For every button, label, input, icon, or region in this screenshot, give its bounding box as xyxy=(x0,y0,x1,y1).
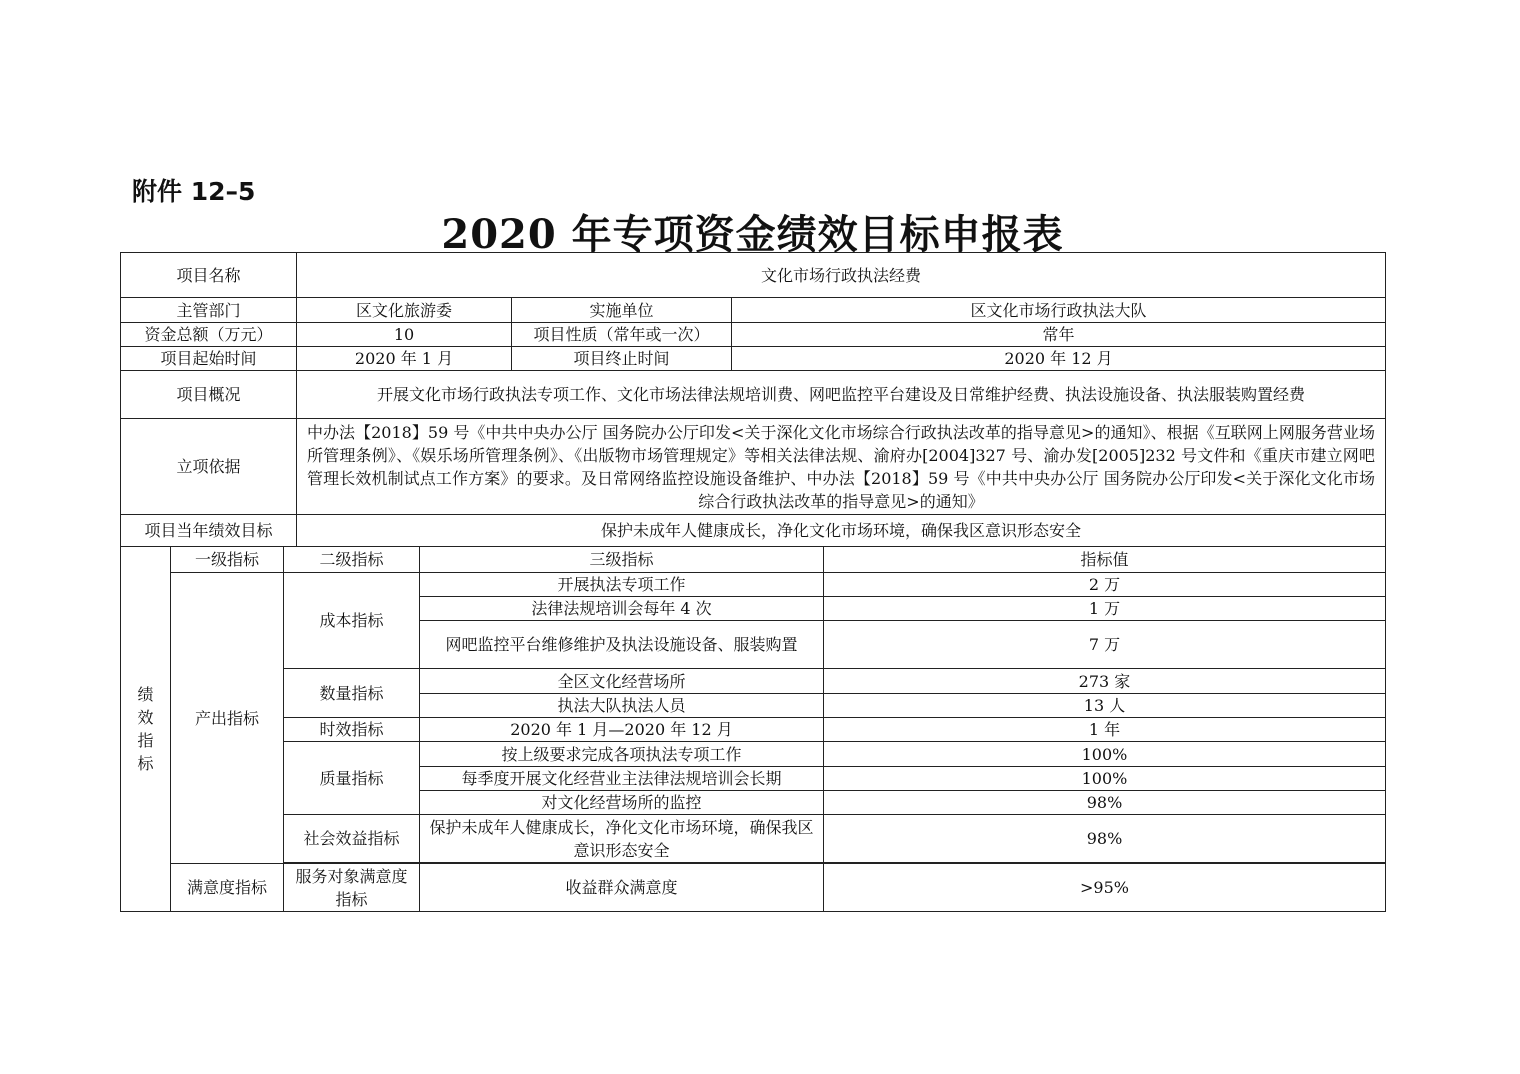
satisfaction-indicator-label: 满意度指标 xyxy=(171,864,284,912)
start-value: 2020 年 1 月 xyxy=(297,347,512,371)
table-row xyxy=(121,253,1386,298)
header-value: 指标值 xyxy=(824,547,1386,573)
dept-label: 主管部门 xyxy=(121,298,297,323)
indicator-value: 273 家 xyxy=(824,669,1386,694)
indicator-value: 100% xyxy=(824,742,1386,767)
dept-value: 区文化旅游委 xyxy=(297,298,512,323)
table-row xyxy=(121,298,1386,323)
funds-value: 10 xyxy=(297,323,512,347)
indicator-value: 100% xyxy=(824,767,1386,791)
end-label: 项目终止时间 xyxy=(512,347,732,371)
project-name-value: 文化市场行政执法经费 xyxy=(297,253,1386,298)
indicator-name: 保护未成年人健康成长，净化文化市场环境，确保我区意识形态安全 xyxy=(420,815,824,863)
table-row xyxy=(121,323,1386,347)
basis-label: 立项依据 xyxy=(121,419,297,515)
indicator-value: 98% xyxy=(824,815,1386,863)
header-level3: 三级指标 xyxy=(420,547,824,573)
nature-value: 常年 xyxy=(732,323,1386,347)
indicator-name: 2020 年 1 月—2020 年 12 月 xyxy=(420,718,824,742)
indicator-name: 每季度开展文化经营业主法律法规培训会长期 xyxy=(420,767,824,791)
table-row xyxy=(121,347,1386,371)
time-indicator-label: 时效指标 xyxy=(284,718,420,742)
table-row xyxy=(121,515,1386,547)
satisfaction-sub-label: 服务对象满意度指标 xyxy=(284,864,420,912)
vertical-char: 效 xyxy=(137,708,154,727)
vertical-char: 指 xyxy=(137,731,154,750)
table-row xyxy=(121,718,1386,742)
performance-indicators-label xyxy=(121,547,171,912)
indicator-name: 对文化经营场所的监控 xyxy=(420,791,824,815)
nature-label: 项目性质（常年或一次） xyxy=(512,323,732,347)
end-value: 2020 年 12 月 xyxy=(732,347,1386,371)
table-row xyxy=(121,742,1386,767)
indicator-name: 收益群众满意度 xyxy=(420,864,824,912)
page-title: 2020 年专项资金绩效目标申报表 xyxy=(441,211,1064,258)
indicator-value: 2 万 xyxy=(824,573,1386,597)
indicator-value: 98% xyxy=(824,791,1386,815)
header-level2: 二级指标 xyxy=(284,547,420,573)
overview-label: 项目概况 xyxy=(121,371,297,419)
funds-label: 资金总额（万元） xyxy=(121,323,297,347)
table-row xyxy=(121,371,1386,419)
indicator-name: 开展执法专项工作 xyxy=(420,573,824,597)
indicator-value: 1 年 xyxy=(824,718,1386,742)
indicator-value: 13 人 xyxy=(824,694,1386,718)
table-row xyxy=(121,419,1386,515)
table-row xyxy=(121,573,1386,597)
cost-indicator-label: 成本指标 xyxy=(284,573,420,669)
table-row xyxy=(121,547,1386,573)
indicator-value: >95% xyxy=(824,864,1386,912)
indicator-value: 1 万 xyxy=(824,597,1386,621)
vertical-char: 标 xyxy=(137,754,154,773)
quality-indicator-label: 质量指标 xyxy=(284,742,420,815)
indicator-name: 法律法规培训会每年 4 次 xyxy=(420,597,824,621)
basis-value: 中办法【2018】59 号《中共中央办公厅 国务院办公厅印发<关于深化文化市场综合行政执法改革的指导意见>的通知》、根据《互联网上网服务营业场所管理条例》、《娱乐场所管理条例》、《出版物市场管理规定》等相关法律法规、渝府办[2004]327 号、渝办发[2005]232 号文件和《重庆市建立网吧管理长效机制试点工作方案》的要求。及日常网络监控设施设备维护、中办法【2018】59 号《中共中央办公厅 国务院办公厅印发<关于深化文化市场综合行政执法改革的指导意见>的通知》 xyxy=(297,419,1386,515)
impl-label: 实施单位 xyxy=(512,298,732,323)
vertical-char: 绩 xyxy=(137,685,154,704)
table-row xyxy=(121,815,1386,863)
project-name-label: 项目名称 xyxy=(121,253,297,298)
indicator-table xyxy=(120,546,1386,912)
table-row xyxy=(121,864,1386,912)
start-label: 项目起始时间 xyxy=(121,347,297,371)
impl-value: 区文化市场行政执法大队 xyxy=(732,298,1386,323)
social-indicator-label: 社会效益指标 xyxy=(284,815,420,863)
header-level1: 一级指标 xyxy=(171,547,284,573)
overview-value: 开展文化市场行政执法专项工作、文化市场法律法规培训费、网吧监控平台建设及日常维护经费、执法设施设备、执法服装购置经费 xyxy=(297,371,1386,419)
output-indicator-label: 产出指标 xyxy=(171,573,284,864)
goal-value: 保护未成年人健康成长，净化文化市场环境，确保我区意识形态安全 xyxy=(297,515,1386,547)
attachment-number: 附件 12–5 xyxy=(132,177,256,206)
indicator-value: 7 万 xyxy=(824,621,1386,669)
indicator-name: 执法大队执法人员 xyxy=(420,694,824,718)
indicator-name: 按上级要求完成各项执法专项工作 xyxy=(420,742,824,767)
indicator-name: 网吧监控平台维修维护及执法设施设备、服装购置 xyxy=(420,621,824,669)
table-row xyxy=(121,669,1386,694)
indicator-name: 全区文化经营场所 xyxy=(420,669,824,694)
project-info-table xyxy=(120,252,1386,547)
quantity-indicator-label: 数量指标 xyxy=(284,669,420,718)
goal-label: 项目当年绩效目标 xyxy=(121,515,297,547)
